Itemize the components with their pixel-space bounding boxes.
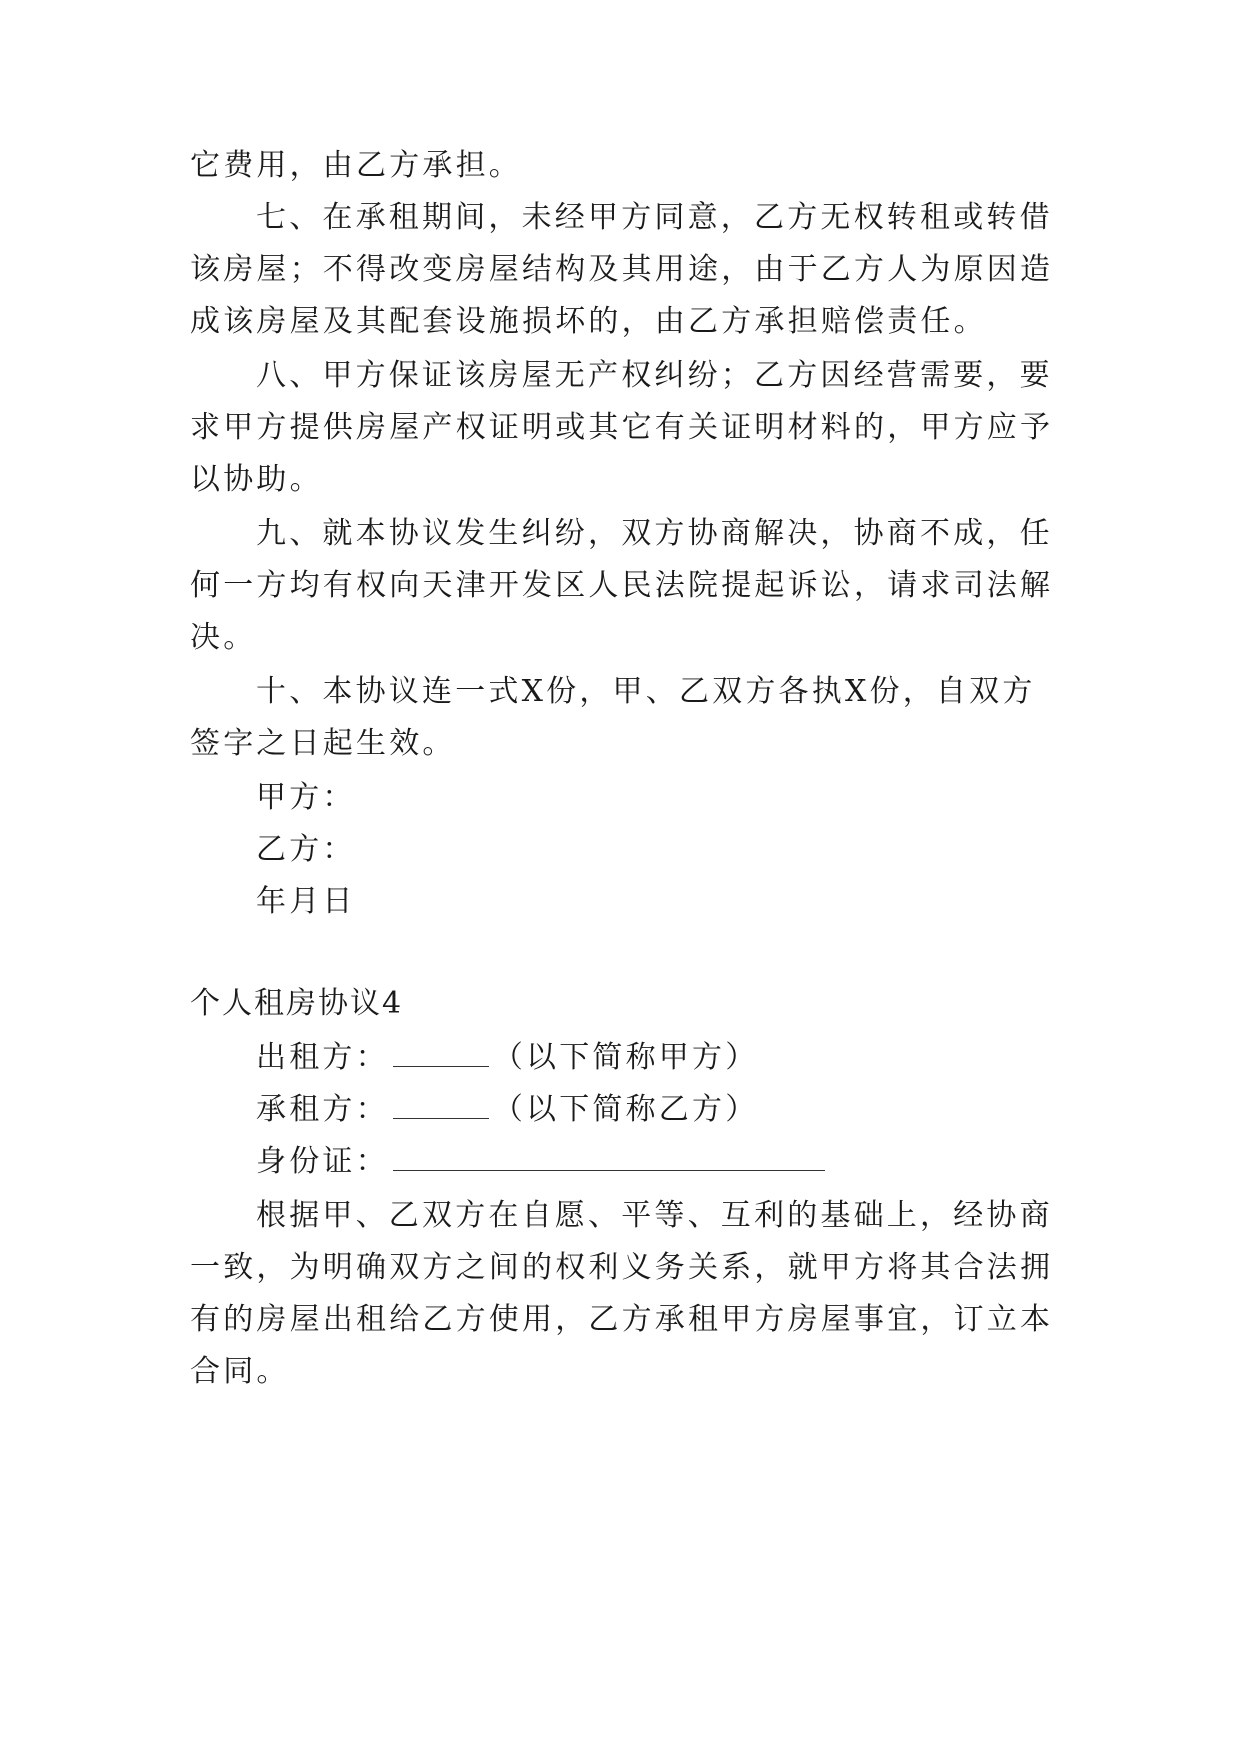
party-b-signature-label: 乙方： (256, 832, 356, 867)
id-label: 身份证： (256, 1144, 389, 1179)
intro-line: 合同。 (190, 1354, 290, 1389)
intro-line: 有的房屋出租给乙方使用，乙方承租甲方房屋事宜，订立本 (190, 1302, 1054, 1337)
id-line (256, 1142, 829, 1182)
clause-9-line: 何一方均有权向天津开发区人民法院提起诉讼，请求司法解 (190, 568, 1054, 603)
clause-8-line: 求甲方提供房屋产权证明或其它有关证明材料的，甲方应予 (190, 410, 1054, 445)
clause-9-line: 决。 (190, 620, 257, 655)
date-label: 年月日 (256, 884, 356, 919)
clause-10-line: 十、本协议连一式X份，甲、乙双方各执X份，自双方 (256, 674, 1036, 709)
paragraph-line: 它费用，由乙方承担。 (190, 148, 522, 183)
clause-7-line: 该房屋；不得改变房屋结构及其用途，由于乙方人为原因造 (190, 252, 1054, 287)
lessor-suffix: （以下简称甲方） (492, 1040, 759, 1075)
lessor-blank (393, 1040, 489, 1067)
intro-line: 一致，为明确双方之间的权利义务关系，就甲方将其合法拥 (190, 1250, 1054, 1285)
lessor-label: 出租方： (256, 1040, 389, 1075)
intro-line: 根据甲、乙双方在自愿、平等、互利的基础上，经协商 (256, 1198, 1053, 1233)
section-title: 个人租房协议4 (190, 986, 404, 1021)
clause-7-line: 七、在承租期间，未经甲方同意，乙方无权转租或转借 (256, 200, 1053, 235)
lessee-line (256, 1090, 758, 1130)
clause-8-line: 八、甲方保证该房屋无产权纠纷；乙方因经营需要，要 (256, 358, 1053, 393)
clause-9-line: 九、就本协议发生纠纷，双方协商解决，协商不成，任 (256, 516, 1053, 551)
clause-10-line: 签字之日起生效。 (190, 726, 456, 761)
lessee-suffix: （以下简称乙方） (492, 1092, 759, 1127)
id-blank (393, 1144, 825, 1171)
clause-8-line: 以协助。 (190, 462, 323, 497)
lessor-line (256, 1038, 758, 1078)
lessee-label: 承租方： (256, 1092, 389, 1127)
clause-7-line: 成该房屋及其配套设施损坏的，由乙方承担赔偿责任。 (190, 304, 987, 339)
lessee-blank (393, 1092, 489, 1119)
party-a-signature-label: 甲方： (256, 780, 356, 815)
